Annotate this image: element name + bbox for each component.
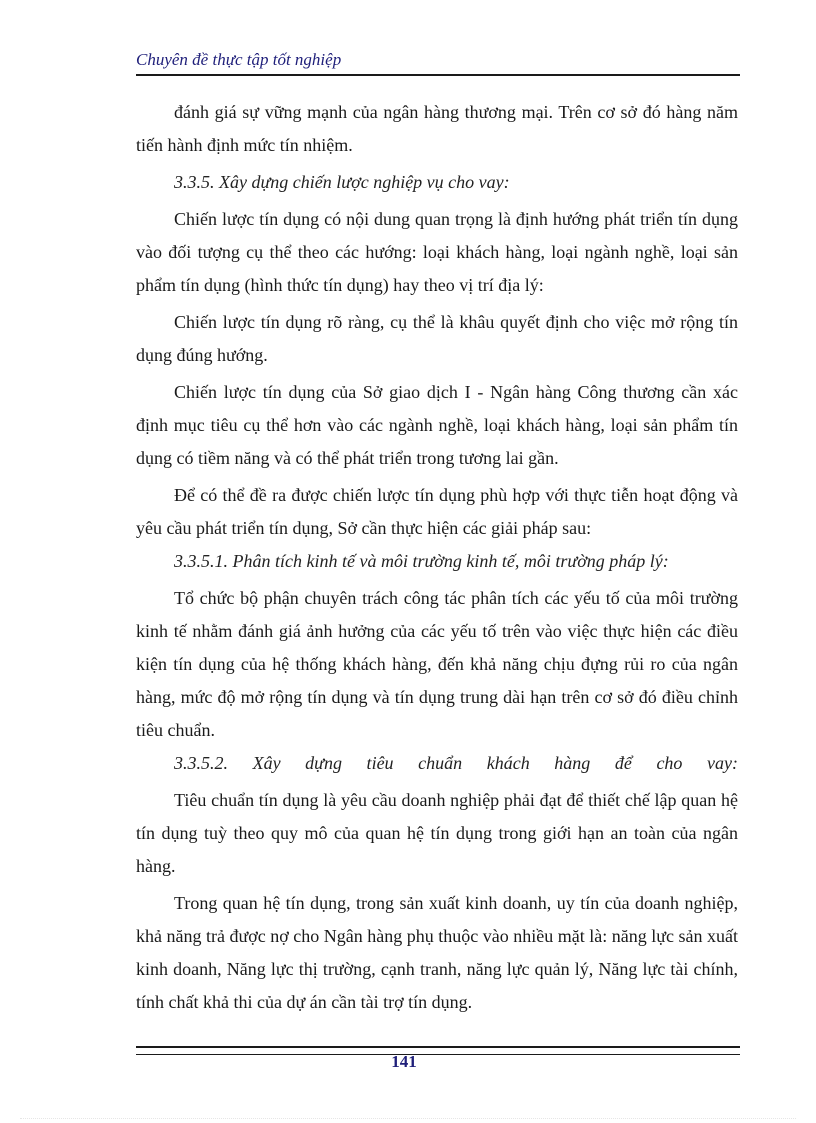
subsection-heading: 3.3.5.2. Xây dựng tiêu chuẩn khách hàng để cho vay: — [174, 753, 738, 773]
paragraph: Chiến lược tín dụng có nội dung quan trọng là định hướng phát triển tín dụng vào đối tượng cụ thể theo các hướng: loại khách hàng, loại ngành nghề, loại sản phẩm tín dụng (hình thức tín dụng) hay theo vị trí địa lý: — [136, 209, 738, 295]
paragraph: Chiến lược tín dụng của Sở giao dịch I - Ngân hàng Công thương cần xác định mục tiêu cụ thể hơn vào các ngành nghề, loại khách hàng, loại sản phẩm tín dụng có tiềm năng và có thể phát triển trong tương lai gần. — [136, 382, 738, 468]
page-number — [0, 1052, 816, 1072]
paragraph: Trong quan hệ tín dụng, trong sản xuất kinh doanh, uy tín của doanh nghiệp, khả năng trả được nợ cho Ngân hàng phụ thuộc vào nhiều mặt là: năng lực sản xuất kinh doanh, Năng lực thị trường, cạnh tranh, năng lực quản lý, Năng lực tài chính, tính chất khả thi của dự án cần tài trợ tín dụng. — [136, 893, 738, 1012]
subsection-heading: 3.3.5.1. Phân tích kinh tế và môi trường kinh tế, môi trường pháp lý: — [174, 551, 669, 571]
paragraph: Tiêu chuẩn tín dụng là yêu cầu doanh nghiệp phải đạt để thiết chế lập quan hệ tín dụng tuỳ theo quy mô của quan hệ tín dụng trong giới hạn an toàn của ngân hàng. — [136, 790, 738, 876]
page-number-text: 141 — [391, 1052, 417, 1071]
section-heading: 3.3.5. Xây dựng chiến lược nghiệp vụ cho vay: — [174, 172, 510, 192]
page-bottom-divider — [20, 1118, 796, 1119]
paragraph: Để có thể đề ra được chiến lược tín dụng phù hợp với thực tiễn hoạt động và yêu cầu phát triển tín dụng, Sở cần thực hiện các giải pháp sau: — [136, 485, 738, 538]
paragraph: đánh giá sự vững mạnh của ngân hàng thương mại. Trên cơ sở đó hàng năm tiến hành định mức tín nhiệm. — [136, 102, 738, 155]
page-header — [136, 48, 740, 76]
page-body — [136, 96, 738, 1019]
header-title: Chuyên đề thực tập tốt nghiệp — [136, 50, 342, 69]
paragraph: Tổ chức bộ phận chuyên trách công tác phân tích các yếu tố của môi trường kinh tế nhằm đánh giá ảnh hưởng của các yếu tố trên vào việc thực hiện các điều kiện tín dụng của hệ thống khách hàng, đến khả năng chịu đựng rủi ro của ngân hàng, mức độ mở rộng tín dụng và tín dụng trung dài hạn trên cơ sở đó điều chỉnh tiêu chuẩn. — [136, 588, 738, 740]
paragraph: Chiến lược tín dụng rõ ràng, cụ thể là khâu quyết định cho việc mở rộng tín dụng đúng hướng. — [136, 312, 738, 365]
